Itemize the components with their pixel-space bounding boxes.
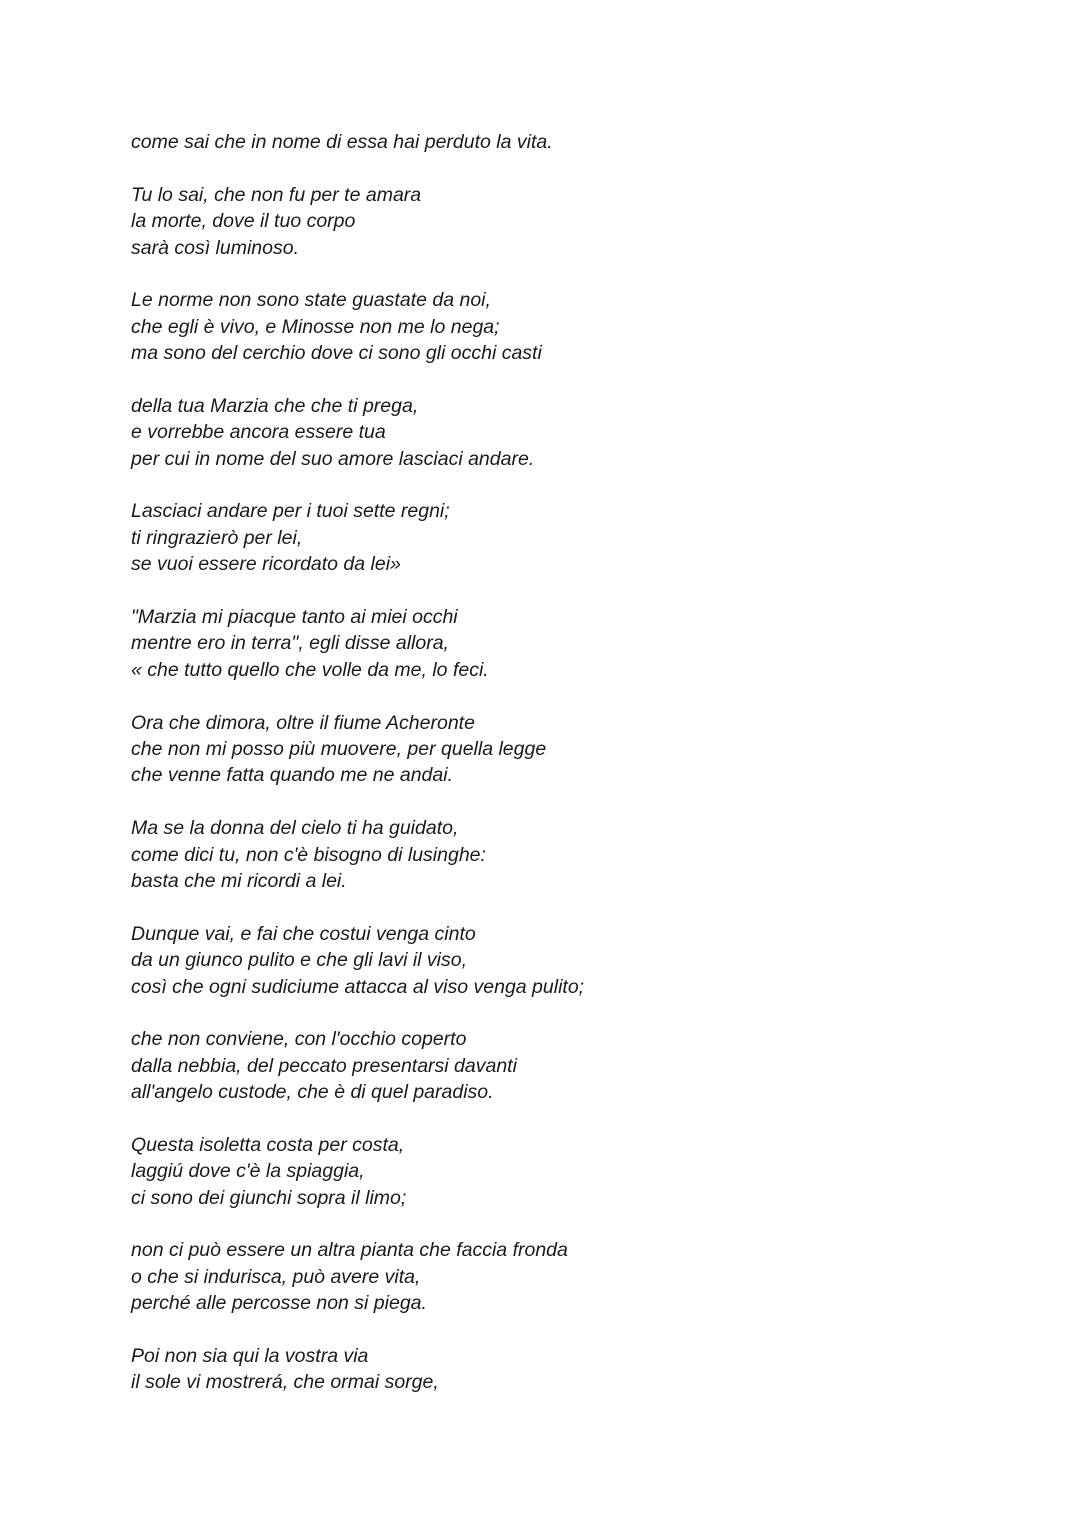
verse-line: se vuoi essere ricordato da lei» [131, 553, 401, 576]
stanza [131, 1343, 1011, 1396]
verse-line: il sole vi mostrerá, che ormai sorge, [131, 1371, 439, 1394]
verse-line: come dici tu, non c'è bisogno di lusinghe: [131, 843, 486, 866]
verse-line: non ci può essere un altra pianta che faccia fronda [131, 1239, 568, 1262]
verse-line: « che tutto quello che volle da me, lo feci. [131, 658, 489, 681]
verse-line: laggiú dove c'è la spiaggia, [131, 1160, 365, 1183]
verse-line: "Marzia mi piacque tanto ai miei occhi [131, 606, 458, 629]
stanza [131, 129, 1011, 155]
stanza [131, 1132, 1011, 1211]
verse-line: Questa isoletta costa per costa, [131, 1133, 405, 1156]
poem-text [131, 129, 1011, 1422]
stanza [131, 815, 1011, 894]
verse-line: dalla nebbia, del peccato presentarsi davanti [131, 1054, 517, 1077]
verse-line: che non mi posso più muovere, per quella legge [131, 737, 547, 760]
stanza [131, 287, 1011, 366]
verse-line: o che si indurisca, può avere vita, [131, 1265, 421, 1288]
verse-line: ti ringrazierò per lei, [131, 526, 303, 549]
verse-line: della tua Marzia che che ti prega, [131, 394, 419, 417]
verse-line: Lasciaci andare per i tuoi sette regni; [131, 500, 450, 523]
verse-line: perché alle percosse non si piega. [131, 1292, 427, 1315]
verse-line: Tu lo sai, che non fu per te amara [131, 183, 422, 206]
verse-line: che egli è vivo, e Minosse non me lo nega; [131, 315, 500, 338]
verse-line: Dunque vai, e fai che costui venga cinto [131, 922, 476, 945]
verse-line: così che ogni sudiciume attacca al viso venga pulito; [131, 975, 585, 998]
verse-line: per cui in nome del suo amore lasciaci andare. [131, 447, 535, 470]
verse-line: che non conviene, con l'occhio coperto [131, 1028, 467, 1051]
stanza [131, 498, 1011, 577]
verse-line: sarà così luminoso. [131, 236, 299, 259]
verse-line: ci sono dei giunchi sopra il limo; [131, 1186, 407, 1209]
verse-line: ma sono del cerchio dove ci sono gli occhi casti [131, 342, 542, 365]
stanza [131, 182, 1011, 261]
verse-line: e vorrebbe ancora essere tua [131, 421, 386, 444]
stanza [131, 1026, 1011, 1105]
verse-line: mentre ero in terra", egli disse allora, [131, 632, 449, 655]
verse-line: Le norme non sono state guastate da noi, [131, 289, 491, 312]
verse-line: come sai che in nome di essa hai perduto la vita. [131, 131, 553, 153]
verse-line: la morte, dove il tuo corpo [131, 210, 356, 233]
verse-line: all'angelo custode, che è di quel paradiso. [131, 1081, 494, 1104]
verse-line: basta che mi ricordi a lei. [131, 869, 347, 892]
stanza [131, 604, 1011, 683]
verse-line: Poi non sia qui la vostra via [131, 1344, 369, 1367]
stanza [131, 393, 1011, 472]
stanza [131, 921, 1011, 1000]
verse-line: da un giunco pulito e che gli lavi il viso, [131, 949, 468, 972]
stanza [131, 710, 1011, 789]
verse-line: Ma se la donna del cielo ti ha guidato, [131, 817, 459, 840]
verse-line: Ora che dimora, oltre il fiume Acheronte [131, 711, 475, 734]
verse-line: che venne fatta quando me ne andai. [131, 764, 453, 787]
stanza [131, 1237, 1011, 1316]
